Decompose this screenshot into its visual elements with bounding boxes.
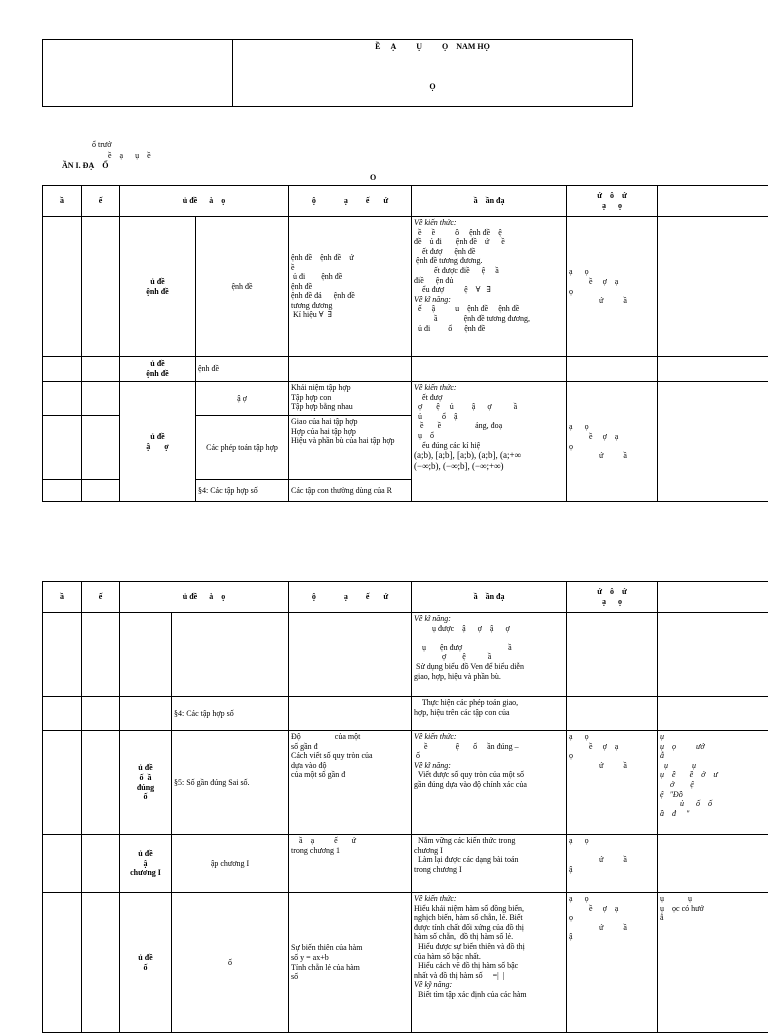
table-row <box>43 357 768 382</box>
knowledge-label: Về kiến thức: <box>414 732 564 742</box>
content-cell: ầ ạ ế ứ trong chương 1 <box>289 835 412 893</box>
content-cell: Khái niệm tập hợp Tập hợp con Tập hợp bằng nhau <box>289 382 412 416</box>
cell <box>567 613 658 697</box>
topic-cell: ủ đề ố <box>120 893 172 1033</box>
content-cell: ệnh đề ệnh đề ứ ề ủ đi ệnh đề ệnh đề ệnh đề đả ệnh đề tương đương Kí hiệu ∀ ∃ <box>289 217 412 357</box>
requirement-cell: Thực hiện các phép toán giao, hợp, hiệu trên các tập con của <box>412 697 567 731</box>
method-cell: ạ ọ ứ ầ ậ <box>567 835 658 893</box>
cell <box>289 613 412 697</box>
header-left-cell <box>43 40 233 107</box>
method-cell: ạ ọ ề ợ ạ ọ ứ ầ ậ <box>567 893 658 1033</box>
cell <box>43 835 82 893</box>
cell <box>82 416 120 480</box>
cell <box>120 697 172 731</box>
requirement-cell <box>412 731 567 835</box>
table-row <box>43 217 768 357</box>
header-subtitle: Ọ <box>235 82 630 92</box>
method-cell: ạ ọ ề ợ ạ ọ ứ ầ <box>567 217 658 357</box>
skill-text: ế ậ u ệnh đề ệnh đề ầ ệnh đề tương đương, ủ đi ổ ệnh đề <box>414 304 564 333</box>
cell <box>289 357 412 382</box>
col-header: ủ đề à ọ <box>120 582 289 613</box>
lesson-cell: ệnh đề <box>196 217 289 357</box>
interval-notation: (−∞;b), (−∞;b], (−∞;+∞) <box>414 461 564 472</box>
cell <box>658 357 768 382</box>
cell <box>43 382 82 416</box>
cell <box>82 357 120 382</box>
skill-text: Viết được số quy tròn của một số gần đúng dựa vào độ chính xác của <box>414 770 564 789</box>
skill-label: Về kỹ năng: <box>414 980 564 990</box>
lesson-cell: ập chương I <box>172 835 289 893</box>
cell <box>82 480 120 502</box>
skill-text: Biết tìm tập xác định của các hàm <box>414 990 564 1000</box>
table-row <box>43 835 768 893</box>
cell <box>43 731 82 835</box>
method-cell: ạ ọ ề ợ ạ ọ ứ ầ <box>567 731 658 835</box>
col-header: ế <box>82 582 120 613</box>
knowledge-label: Về kiến thức: <box>414 894 564 904</box>
cell <box>412 357 567 382</box>
requirement-cell <box>412 613 567 697</box>
knowledge-text: Hiểu khái niệm hàm số đồng biến, nghịch biến, hàm số chẵn, lẻ. Biết được tính chất đối xứng của đồ thị hàm số chẵn, đồ thị hàm số lẻ. Hiểu được sự biến thiên và đồ thị của hàm số bậc nhất. Hiểu cách vẽ đồ thị hàm số bậc nhất và đồ thị hàm số =| | <box>414 904 564 981</box>
cell <box>658 382 768 502</box>
topic-cell: ủ đề ệnh đề <box>120 357 196 382</box>
col-header: ứ ô ứ ạ ọ <box>567 582 658 613</box>
lesson-cell: Các phép toán tập hợp <box>196 416 289 480</box>
cell <box>567 357 658 382</box>
skill-label: Về kĩ năng: <box>414 614 564 624</box>
knowledge-label: Về kiến thức: <box>414 383 564 393</box>
knowledge-text: ề ệ ố ần đúng – ố <box>414 742 564 761</box>
requirement-cell <box>412 382 567 502</box>
knowledge-text: ết đượ ợ ệ ủ ậ ợ ầ ủ ổ ậ ề ề ảng, đoạ ụ ổ ểu đúng các kí hiệ <box>414 393 564 451</box>
cell <box>82 697 120 731</box>
requirement-cell <box>412 893 567 1033</box>
topic-cell: ủ đề ậ chương I <box>120 835 172 893</box>
content-cell: Các tập con thường dùng của R <box>289 480 412 502</box>
lesson-cell: ệnh đề <box>196 357 289 382</box>
content-cell: Độ của một số gần đ Cách viết số quy tròn của dựa vào độ của một số gần đ <box>289 731 412 835</box>
col-header: ứ ô ứ ạ ọ <box>567 186 658 217</box>
cell <box>567 697 658 731</box>
method-cell: ạ ọ ề ợ ạ ọ ứ ầ <box>567 382 658 502</box>
header-box <box>42 39 633 107</box>
content-cell: Sự biến thiên của hàm số y = ax+b Tính chẵn lẻ của hàm số <box>289 893 412 1033</box>
cell <box>43 480 82 502</box>
skill-label: Về kĩ năng: <box>414 295 564 305</box>
knowledge-text: ề ề ô ệnh đề ệ đề ủ đi ệnh đề ứ ề ết đượ ệnh đề ệnh đề tương đương. ết được điề ệ ầ điề ện đủ ểu đượ ệ ∀ ∃ <box>414 228 564 295</box>
col-header: ộ ạ ế ứ <box>289 186 412 217</box>
col-header <box>658 186 768 217</box>
lesson-cell: §4: Các tập hợp số <box>172 697 289 731</box>
cell <box>82 382 120 416</box>
center-heading: O <box>370 173 376 183</box>
cell <box>43 416 82 480</box>
lesson-cell: ố <box>172 893 289 1033</box>
cell <box>82 731 120 835</box>
header-right-cell <box>233 40 633 107</box>
cell <box>82 217 120 357</box>
header-title: Ề Ạ Ụ Ọ NAM HỌ <box>235 42 630 52</box>
interval-notation: (a;b), [a;b], [a;b), (a;b], (a;+∞ <box>414 450 564 461</box>
skill-label: Về kĩ năng: <box>414 761 564 771</box>
requirement-cell <box>412 217 567 357</box>
intro-line2: ề ạ ụ ề <box>108 151 151 161</box>
skill-text: ụ được ậ ợ ậ ợ ụ ện đượ ầ ợ ệ ầ Sử dụng biểu đồ Ven để biểu diễn giao, hợp, hiệu và phần bù. <box>414 624 564 682</box>
cell <box>658 835 768 893</box>
cell <box>658 697 768 731</box>
cell <box>43 893 82 1033</box>
col-header: ầ ần đạ <box>412 186 567 217</box>
table-header-row <box>43 186 768 217</box>
col-header: ầ <box>43 582 82 613</box>
note-cell: ụ ụ ụ ọc có hướ ẫ <box>658 893 768 1033</box>
table-row <box>43 382 768 416</box>
lesson-cell: ậ ợ <box>196 382 289 416</box>
lesson-cell: §5: Số gần đúng Sai số. <box>172 731 289 835</box>
curriculum-table-2 <box>42 581 768 1033</box>
topic-cell: ủ đề ệnh đề <box>120 217 196 357</box>
col-header: ủ đề à ọ <box>120 186 289 217</box>
col-header: ầ <box>43 186 82 217</box>
cell <box>658 613 768 697</box>
cell <box>120 613 172 697</box>
cell <box>82 613 120 697</box>
cell <box>43 357 82 382</box>
lesson-cell: §4: Các tập hợp số <box>196 480 289 502</box>
col-header <box>658 582 768 613</box>
table-row <box>43 697 768 731</box>
col-header: ế <box>82 186 120 217</box>
cell <box>43 217 82 357</box>
cell <box>43 613 82 697</box>
knowledge-label: Về kiến thức: <box>414 218 564 228</box>
col-header: ầ ần đạ <box>412 582 567 613</box>
cell <box>82 893 120 1033</box>
topic-cell: ủ đề ậ ợ <box>120 382 196 502</box>
table-row <box>43 731 768 835</box>
cell <box>658 217 768 357</box>
table-header-row <box>43 582 768 613</box>
cell <box>43 697 82 731</box>
curriculum-table-1 <box>42 185 768 502</box>
part-heading: ẦN I. ĐẠ Ố <box>62 161 108 171</box>
col-header: ộ ạ ế ứ <box>289 582 412 613</box>
note-cell: ụ ụ ọ ướ ẫ ụ ụ ụ ề ề ở ư ớ ệ ệ "Đồ ủ ố ố ầ đ " <box>658 731 768 835</box>
cell <box>289 697 412 731</box>
intro-school: ổ trưở <box>92 140 111 150</box>
table-row <box>43 893 768 1033</box>
topic-cell: ủ đề ố ầ đúng ố <box>120 731 172 835</box>
cell <box>82 835 120 893</box>
table-row <box>43 613 768 697</box>
cell <box>172 613 289 697</box>
content-cell: Giao của hai tập hợp Hợp của hai tập hợp Hiệu và phần bù của hai tập hợp <box>289 416 412 480</box>
requirement-cell: Nắm vững các kiến thức trong chương I Làm lại được các dạng bài toán trong chương I <box>412 835 567 893</box>
